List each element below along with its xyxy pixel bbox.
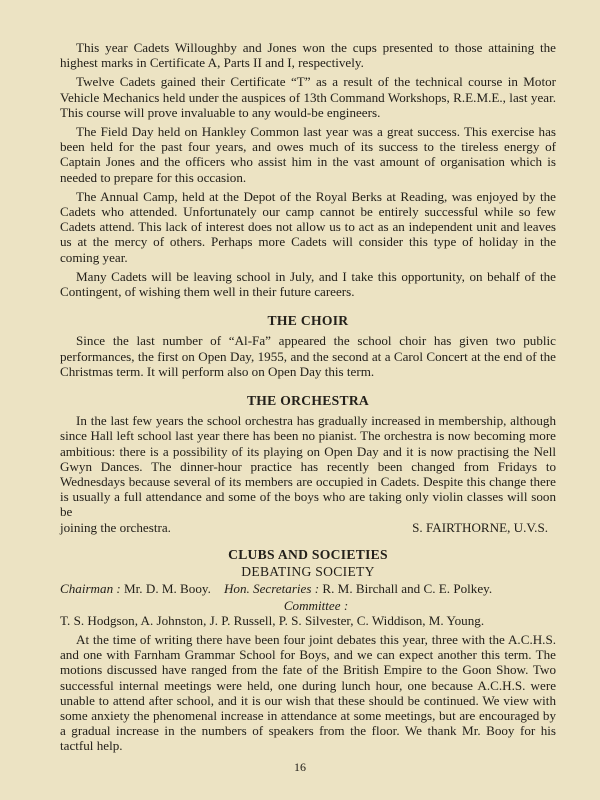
orchestra-last-line: joining the orchestra. (60, 519, 171, 535)
orchestra-heading: THE ORCHESTRA (246, 393, 370, 409)
society-officers (60, 581, 556, 596)
intro-paragraph-4: The Annual Camp, held at the Depot of the Royal Berks at Reading, was enjoyed by the Cadets who attended. Unfortunately our camp cannot be entirely successful while so few Cadets attend. This lack of interest does not allow us to act as an independent unit and leaves us at the mercy of others. Perhaps more Cadets will consider this type of holiday in the coming year. (60, 188, 556, 265)
debating-subheading: DEBATING SOCIETY (241, 564, 375, 580)
orchestra-signature: S. FAIRTHORNE, U.V.S. (412, 519, 548, 535)
secretaries-label: Hon. Secretaries : (223, 581, 320, 597)
intro-paragraph-3: The Field Day held on Hankley Common last year was a great success. This exercise has been held for the past four years, and owes much of its success to the tireless energy of Captain Jones and the officers who assist him in the vast amount of organisation which is needed to prepare for this occasion. (60, 124, 556, 185)
clubs-heading: CLUBS AND SOCIETIES (228, 546, 388, 562)
chairman-label: Chairman : (60, 581, 121, 597)
debating-paragraph: At the time of writing there have been four joint debates this year, three with the A.C.H.S. and one with Farnham Grammar School for Boys, and we can expect another this term. The motions discussed have ranged from the fate of the British Empire to the Goon Show. Two successful internal meetings were held, one during lunch hour, one because A.C.H.S. were unable to attend after school, and it is our wish that these should be continued. We view with some anxiety the phenomenal increase in attendance at some meetings, but are encouraged by a gradual increase in the numbers of speakers from the floor. We thank Mr. Booy for his tactful help. (60, 631, 556, 754)
orchestra-paragraph: In the last few years the school orchestra has gradually increased in membership, although since Hall left school last year there has been no pianist. The orchestra is now becoming more ambitious: there is a possibility of its playing on Open Day and it is now practising the Nell Gwyn Dances. The dinner-hour practice has recently been changed from Fridays to Wednesdays because several of its members are occupied in Cadets. Despite this change there is usually a full attendance and some of the boys who are taking only violin classes will soon be (60, 413, 556, 520)
committee-members: T. S. Hodgson, A. Johnston, J. P. Russell, P. S. Silvester, C. Widdison, M. Young. (60, 612, 485, 628)
orchestra-signoff (60, 520, 556, 535)
page-number: 16 (294, 760, 306, 774)
chairman-name: Mr. D. M. Booy. (124, 581, 211, 597)
intro-paragraph-2: Twelve Cadets gained their Certificate “T” as a result of the technical course in Motor Vehicle Mechanics held under the auspices of 13th Command Workshops, R.E.M.E., last year. This course will prove invaluable to any would-be engineers. (60, 74, 556, 120)
committee-label: Committee : (283, 597, 349, 613)
choir-heading: THE CHOIR (267, 313, 349, 329)
choir-paragraph: Since the last number of “Al-Fa” appeared the school choir has given two public performances, the first on Open Day, 1955, and the second at a Carol Concert at the end of the Christmas term. It will perform also on Open Day this term. (60, 333, 556, 379)
intro-paragraph-1: This year Cadets Willoughby and Jones won the cups presented to those attaining the highest marks in Certificate A, Parts II and I, respectively. (60, 40, 556, 71)
secretaries-names: R. M. Birchall and C. E. Polkey. (322, 581, 493, 597)
intro-paragraph-5: Many Cadets will be leaving school in July, and I take this opportunity, on behalf of the Contingent, of wishing them well in their future careers. (60, 268, 556, 300)
